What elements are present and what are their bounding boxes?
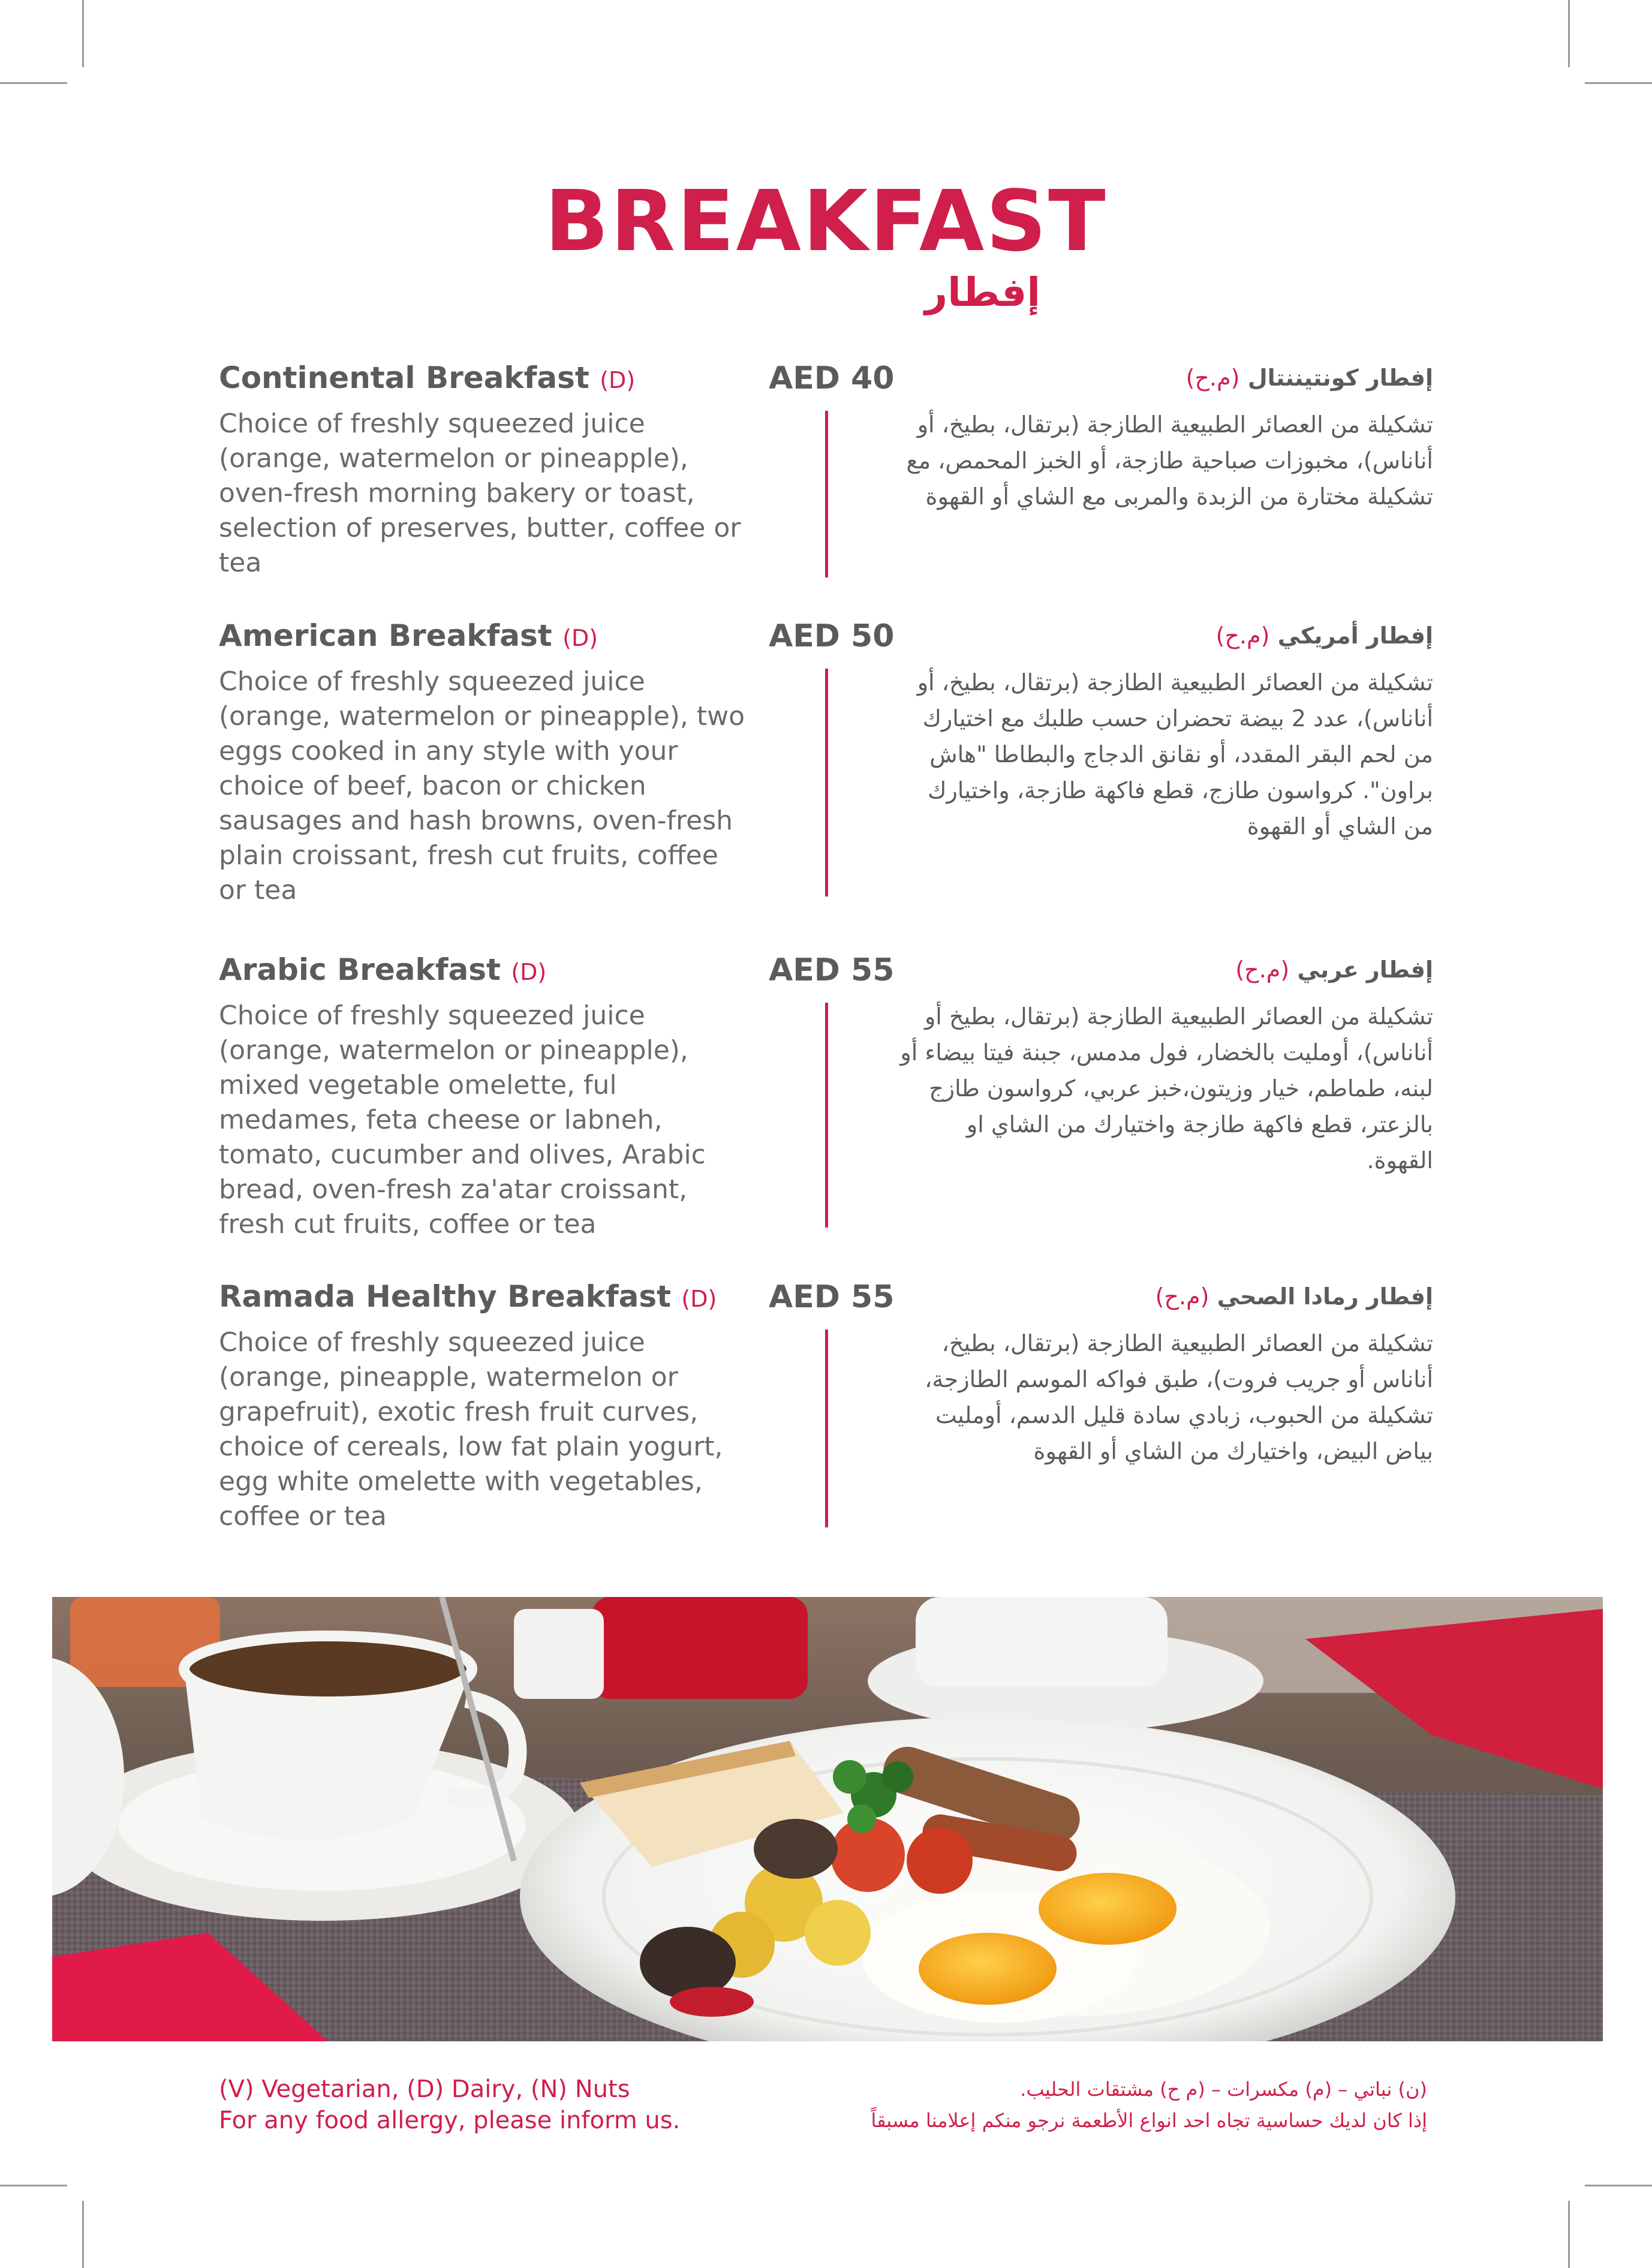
- menu-item: [0, 618, 1652, 930]
- dietary-tag: (D): [562, 625, 598, 651]
- menu-item: [0, 360, 1652, 588]
- allergy-note: For any food allergy, please inform us.: [219, 2107, 681, 2134]
- dietary-legend-arabic: (ن) نباتي – (م) مكسرات – (م ح) مشتقات الحليب.: [1020, 2078, 1427, 2101]
- item-description-arabic: تشكيلة من العصائر الطبيعية الطازجة (برتقال، بطيخ، أو أناناس)، مخبوزات صباحية طازجة، أو الخبز المحمص، مع تشكيلة مختارة من الزبدة والمربى مع الشاي أو القهوة: [906, 411, 1433, 510]
- item-name-arabic: إفطار كونتيننتال (م.ح): [1185, 365, 1433, 391]
- breakfast-illustration: [52, 1597, 1603, 2041]
- item-name: Arabic Breakfast (D): [219, 952, 547, 987]
- page-title: BREAKFAST: [544, 173, 1108, 270]
- divider-line: [825, 411, 828, 577]
- item-name: Continental Breakfast (D): [219, 360, 636, 395]
- crop-mark: [0, 2185, 67, 2186]
- item-description-arabic: تشكيلة من العصائر الطبيعية الطازجة (برتقال، بطيخ، أناناس أو جريب فروت)، طبق فواكه الموسم الطازجة، تشكيلة من الحبوب، زبادي سادة قليل الدسم، أومليت بياض البيض، واختيارك من الشاي أو القهوة: [925, 1330, 1433, 1464]
- divider-line: [825, 1003, 828, 1228]
- divider-line: [825, 1329, 828, 1527]
- footer-notes: [219, 2074, 680, 2136]
- crop-mark: [82, 2201, 84, 2268]
- crop-mark: [1568, 0, 1570, 67]
- dietary-tag: (D): [600, 367, 636, 393]
- item-description: Choice of freshly squeezed juice (orange, watermelon or pineapple), oven-fresh morning bakery or toast, selection of preserves, butter, coffee or tea: [219, 408, 741, 578]
- crop-mark: [1585, 2185, 1652, 2186]
- page-title-arabic: إفطار: [925, 269, 1040, 315]
- item-name-arabic: إفطار أمريكي (م.ح): [1215, 622, 1433, 649]
- item-name-arabic: إفطار رمادا الصحي (م.ح): [1155, 1283, 1433, 1310]
- crop-mark: [82, 0, 84, 67]
- item-name-arabic: إفطار عربي (م.ح): [1235, 956, 1433, 983]
- dietary-legend: (V) Vegetarian, (D) Dairy, (N) Nuts: [219, 2076, 630, 2103]
- item-name: American Breakfast (D): [219, 618, 598, 653]
- crop-mark: [0, 82, 67, 84]
- menu-item: [0, 1279, 1652, 1548]
- dietary-tag-arabic: (م.ح): [1185, 365, 1240, 391]
- allergy-note-arabic: إذا كان لديك حساسية تجاه احد انواع الأطعمة نرجو منكم إعلامنا مسبقاً: [871, 2109, 1427, 2132]
- menu-item: [0, 952, 1652, 1264]
- breakfast-photo: [52, 1597, 1603, 2041]
- item-price: AED 55: [769, 1279, 895, 1315]
- crop-mark: [1585, 82, 1652, 84]
- item-description-arabic: تشكيلة من العصائر الطبيعية الطازجة (برتقال، بطيخ، أو أناناس)، عدد 2 بيضة تحضران حسب طلبك مع اختيارك من لحم البقر المقدد، أو نقانق الدجاج والبطاطا "هاش براون". كرواسون طازج، قطع فاكهة طازجة، واختيارك من الشاي أو القهوة: [917, 669, 1433, 840]
- item-price: AED 50: [769, 618, 895, 654]
- item-description: Choice of freshly squeezed juice (orange, pineapple, watermelon or grapefruit), exotic fresh fruit curves, choice of cereals, low fat plain yogurt, egg white omelette with vegetables, coffee or tea: [219, 1327, 723, 1532]
- item-price: AED 55: [769, 952, 895, 988]
- divider-line: [825, 669, 828, 897]
- crop-mark: [1568, 2201, 1570, 2268]
- dietary-tag-arabic: (م.ح): [1215, 622, 1270, 649]
- item-description: Choice of freshly squeezed juice (orange, watermelon or pineapple), mixed vegetable omelette, ful medames, feta cheese or labneh, tomato, cucumber and olives, Arabic bread, oven-fresh za'atar croissant, fresh cut fruits, coffee or tea: [219, 1000, 706, 1240]
- item-description-arabic: تشكيلة من العصائر الطبيعية الطازجة (برتقال، بطيخ أو أناناس)، أومليت بالخضار، فول مدمس، جبنة فيتا بيضاء أو لبنه، طماطم، خيار وزيتون،خبز عربي، كرواسون طازج بالزعتر، قطع فاكهة طازجة واختيارك من الشاي او القهوة.: [900, 1003, 1433, 1174]
- dietary-tag: (D): [511, 959, 547, 985]
- dietary-tag-arabic: (م.ح): [1155, 1283, 1209, 1310]
- item-description: Choice of freshly squeezed juice (orange, watermelon or pineapple), two eggs cooked in any style with your choice of beef, bacon or chicken sausages and hash browns, oven-fresh plain croissant, fresh cut fruits, coffee or tea: [219, 666, 745, 906]
- item-name: Ramada Healthy Breakfast (D): [219, 1279, 717, 1314]
- item-price: AED 40: [769, 360, 895, 396]
- footer-notes-arabic: [871, 2074, 1427, 2136]
- dietary-tag-arabic: (م.ح): [1235, 956, 1290, 983]
- dietary-tag: (D): [681, 1286, 717, 1312]
